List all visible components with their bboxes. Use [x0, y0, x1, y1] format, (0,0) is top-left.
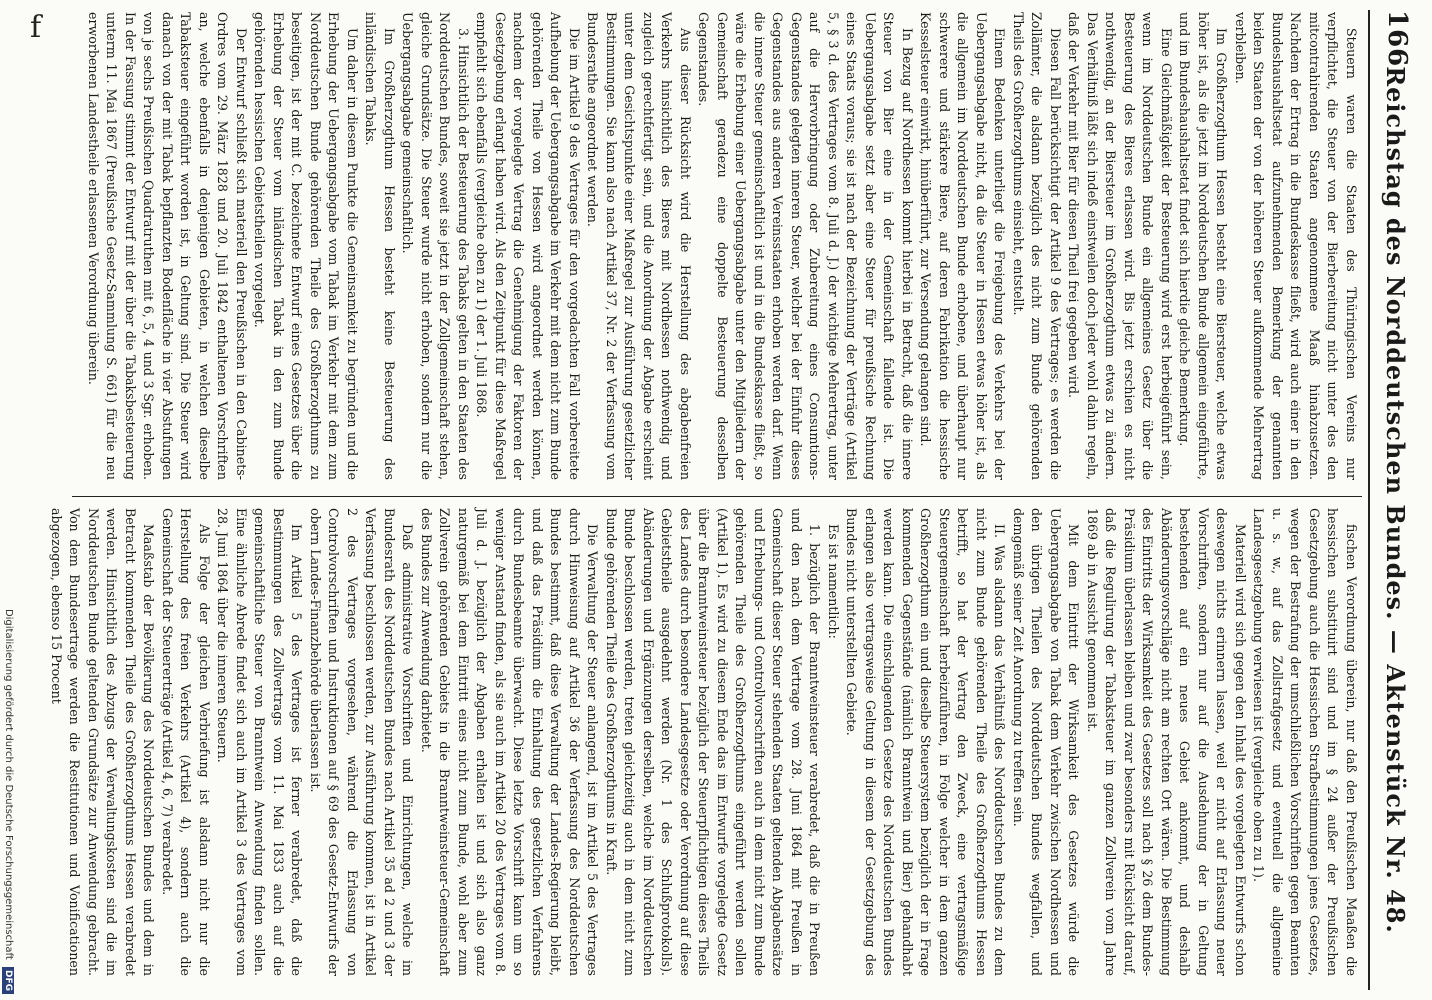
digitization-credit: [2, 0, 14, 1000]
paragraph: Die im Artikel 9 des Vertrages für den vorgedachten Fall vorbereitete Aufhebung der Uebergangsabgabe im Verkehr mit dem nicht zum Bunde gehörenden Theile von Hessen wird angeordnet werden können, nachdem der vorgelegte Vertrag die Genehmigung der Faktoren der Gesetzgebung erlangt haben wird. Als den Zeitpunkt für diese Maßregel empfiehlt sich ebenfalls (vergleiche oben zu 1) der 1. Juli 1868.: [474, 12, 582, 480]
paragraph: Die Verwaltung der Steuer anlangend, ist im Artikel 5 des Vertrages durch Hinweisung auf Artikel 36 der Verfassung des Norddeutschen Bundes bestimmt, daß diese Verwaltung der Landes-Regierung bleibt, und daß das Präsidium die Einhaltung des gesetzlichen Verfahrens durch Bundesbeamte überwacht. Diese letzte Vorschrift kann um so weniger Anstand finden, als sie auch im Artikel 20 des Vertrages vom 8. Juli d. J. bezüglich der Abgaben erhalten ist und sich also ganz naturgemäß bei dem Eintritt eines nicht zum Bunde, wohl aber zum Zollverein gehörenden Gebiets in die Branntweinsteuer-Gemeinschaft des Bundes zur Anwendung darbietet.: [419, 508, 601, 976]
paragraph: Aus dieser Rücksicht wird die Herstellung des abgabenfreien Verkehrs hinsichtlich des Bieres mit Nordhessen nothwendig und zugleich gerechtfertigt sein, und die Anordnung der Abgabe erscheint unter dem Gesichtspunkte einer Maßregel zur Ausführung gesetzlicher Bestimmungen. Sie kann also nach Artikel 37, Nr. 2 der Verfassung vom Bundesrathe angeordnet werden.: [585, 12, 693, 480]
paragraph: Mit dem Eintritt der Wirksamkeit des Gesetzes würde die Uebergangsabgabe von Tabak dem Verkehr zwischen Nordhessen und den übrigen Theilen des Norddeutschen Bundes wegfallen, und demgemäß seiner Zeit Anordnung zu treffen sein.: [1011, 508, 1082, 976]
paragraph: Materiell wird sich gegen den Inhalt des vorgelegten Entwurfs schon deswegen nichts erinnern lassen, weil er nicht auf Erlassung neuer Vorschriften, sondern nur auf die Ausdehnung der in Geltung bestehenden auf ein neues Gebiet ankommt, und deshalb Abänderungsvorschläge nicht am rechten Ort wären. Die Bestimmung des Eintritts der Wirksamkeit des Gesetzes soll nach § 26 dem Bundes-Präsidium überlassen bleiben und zwar besonders mit Rücksicht darauf, daß die Regulirung der Tabaksteuer im ganzen Zollverein vom Jahre 1869 ab in Aussicht genommen ist.: [1085, 508, 1248, 976]
paragraph: Im Artikel 5 des Vertrages ist ferner verabredet, daß die Bestimmungen des Zollvertrags vom 11. Mai 1833 auch auf die gemeinschaftliche Steuer von Branntwein Anwendung finden sollen. Eine ähnliche Abrede findet sich auch im Artikel 3 des Vertrages vom 28. Juni 1864 über die inneren Steuern.: [215, 508, 305, 976]
dfg-logo: DFG: [2, 967, 14, 994]
handwritten-mark: f: [30, 10, 42, 45]
paragraph: Der Entwurf schließt sich materiell den Preußischen in den Cabinets-Ordres vom 29. März 1828 und 20. Juli 1842 enthaltenen Vorschriften an, welche ebenfalls in denjenigen Gebieten, in welchen dieselbe Tabaksteuer eingeführt worden ist, in Geltung sind. Die Steuer wird danach von der mit Tabak bepflanzten Bodenfläche in vier Abstufungen von je sechs Preußischen Quadratruthen mit 6, 5, 4 und 3 Sgr. erhoben. In der Fassung stimmt der Entwurf mit der über die Tabaksbesteuerung unterm 11. Mai 1867 (Preußische Gesetz-Sammlung S. 661) für die neu erworbenen Landestheile erlassenen Verordnung überein.: [86, 12, 249, 480]
digitization-note: Digitalisierung gefördert durch die Deutsche Forschungsgemeinschaft: [3, 608, 14, 960]
page-header: [1368, 0, 1432, 1000]
left-column: [80, 12, 1360, 480]
paragraph: Daß administrative Vorschriften und Einrichtungen, welche im Bundesrath des Norddeutschen Bundes nach Artikel 35 ad 2 und 3 der Verfassung beschlossen werden, zur Ausführung kommen, ist in Artikel 2 des Vertrages vorgesehen, während die Erlassung von Controlvorschriften und Instruktionen auf § 69 des Gesetz-Entwurfs der obern Landes-Finanzbehörde überlassen ist.: [308, 508, 416, 976]
paragraph: In Bezug auf Nordhessen kommt hierbei in Betracht, daß die innere Steuer von Bier eine in der Gemeinschaft fallende ist. Die Uebergangsabgabe setzt aber eine Steuer für preußische Rechnung eines Staats voraus; sie ist nach der Bezeichnung der Verträge (Artikel 5, § 3 d. des Vertrages vom 8. Juli d. J.) der wichtige Mehrertrag, unter auf die Hervorbringung oder Zubereitung eines Consumtions-Gegenstandes gelegten inneren Steuer, welcher bei der Einfuhr dieses Gegenstandes aus anderen Vereinsstaaten erhoben werden darf. Wenn die innere Steuer gemeinschaftlich ist und in die Bundeskasse fließt, so wäre die Erhebung einer Uebergangsabgabe unter den Mitgliedern der Gemeinschaft geradezu eine doppelte Besteuerung desselben Gegenstandes.: [696, 12, 915, 480]
page-number: 166: [1382, 10, 1412, 68]
paragraph: Diesen Fall berücksichtigt der Artikel 9 des Vertrages; es werden die Zollämter, die alsdann bezüglich des nicht zum Bunde gehörenden Theils des Großherzogthums einsieht, entstellt.: [1011, 12, 1063, 480]
paragraph: fischen Verordnung überein, nur daß den Preußischen Maaßen die hessischen substituirt sind und im § 24 außer der Preußischen Gesetzgebung auch die Hessischen Strafbestimmungen jenes Gesetzes, wegen der Bestrafung der umschließlichen Vorschriften gegen Beamten u. s. w., auf das Zollstrafgesetz und eventuell die allgemeine Landesgesetzgebung verwiesen ist (vergleiche oben zu 1).: [1251, 508, 1359, 976]
paragraph: Eine Gleichmäßigkeit der Besteuerung wird erst herbeigeführt sein, wenn im Norddeutschen Bunde ein allgemeines Gesetz über die Besteuerung des Bieres erlassen wird. Bis jetzt erschien es nicht nothwendig, an der Biersteuer im Großherzogthum etwas zu ändern. Das Verhältniß läßt sich indeß einstweilen doch jeder wohl dahin regeln, daß der Verkehr mit Bier für diesen Theil frei gegeben wird.: [1066, 12, 1174, 480]
paragraph: Um daher in diesem Punkte die Gemeinsamkeit zu begründen und die Erhebung der Uebergangsabgabe vom Tabak im Verkehr mit dem zum Norddeutschen Bunde gehörenden Theile des Großherzogthums zu beseitigen, ist der mit C. bezeichnete Entwurf eines Gesetzes über die Erhebung der Steuer vom inländischen Tabak in den zum Bunde gehörenden hessischen Gebietstheilen vorgelegt.: [252, 12, 360, 480]
paragraph: Es ist namentlich:: [826, 524, 841, 639]
paragraph: Im Großherzogthum Hessen besteht keine Besteuerung des inländischen Tabaks.: [363, 12, 397, 480]
paragraph: Maaßstab der Bevölkerung des Norddeutschen Bundes und dem in Betracht kommenden Theile des Großherzogthums Hessen verabredet werden. Hinsichtlich des Abzugs der Verwaltungskosten sind die im Norddeutschen Bunde geltenden Grundsätze zur Anwendung gebracht. Von dem Bundesertrage werden die Restitutionen und Vonificationen abgezogen, ebenso 15 Procent: [49, 508, 157, 976]
paragraph: 3. Hinsichtlich der Besteuerung des Tabaks gelten in den Staaten des Norddeutschen Bundes, soweit sie jetzt in der Zollgemeinschaft stehen, gleiche Grundsätze. Die Steuer wurde nicht erhoben, sondern nur die Uebergangsabgabe gemeinschaftlich.: [400, 12, 471, 480]
paragraph: Im Großherzogthum Hessen besteht eine Biersteuer, welche etwas höher ist, als die jetzt im Norddeutschen Bunde allgemein eingeführte, und im Bundeshaushaltsetat findet sich hierdie gleiche Bemerkung.: [1177, 12, 1230, 480]
paragraph: Einem Bedenken unterliegt die Freigebung des Verkehrs bei der Uebergangsabgabe nicht, da die Steuer in Hessen etwas höher ist, als die allgemein im Norddeutschen Bunde erhobene, und überhaupt nur schwerere und stärkere Biere, auf deren Fabrikation die hessische Kesselsteuer einwirkt, hinüberführt, zur Versendung gelangen sind.: [918, 12, 1008, 480]
paragraph: Als Folge der gleichen Verbriefung ist alsdann nicht nur die Herstellung des freien Verkehrs (Artikel 4), sondern auch die Gemeinschaft der Steuererträge (Artikel 4, 6, 7) verabredet.: [160, 508, 212, 976]
paragraph: 1. bezüglich der Branntweinsteuer verabredet, daß die in Preußen und den nach dem Vertrage vom 28. Juni 1864 mit Preußen in Gemeinschaft dieser Steuer stehenden Staaten geltenden Abgabensätze und Erhebungs- und Controllvorschriften auch in dem nicht zum Bunde gehörenden Theile des Großherzogthums eingeführt werden sollen (Artikel 1). Es wird zu diesem Ende das im Entwurfe vorgelegte Gesetz über die Branntweinsteuer bezüglich der Steuerpflichtigen dieses Theils des Landes durch besondere Landesgesetze oder Verordnung auf diese Gebietstheile ausgedehnt werden (Nr. 1 des Schlußprotokolls). Abänderungen und Ergänzungen derselben, welche im Norddeutschen Bunde beschlossen werden, treten gleichzeitig auch in dem nicht zum Bunde gehörenden Theile des Großherzogthums in Kraft.: [604, 508, 823, 976]
running-title: Reichstag des Norddeutschen Bundes. — Aktenstück Nr. 48.: [1381, 66, 1410, 934]
paragraph: II. Was alsdann das Verhältniß des Norddeutschen Bundes zu dem nicht zum Bunde gehörenden Theile des Großherzogthums Hessen betrifft, so hat der Vertrag den Zweck, eine vertragsmäßige Steuergemeinschaft herbeizuführen, in Folge welcher in dem ganzen Großherzogthum ein und dieselbe Steuersystem bezüglich der in Frage kommenden Gegenstände (nämlich Branntwein und Bier) gehandhabt werden kann. Die einschlagenden Gesetze des Norddeutschen Bundes erlangen also vertragsweise Geltung in diesem der Gesetzgebung des Bundes nicht unterstellten Gebiete.: [844, 508, 1008, 976]
header-rule: [1368, 10, 1370, 990]
right-column: [49, 508, 1360, 976]
paragraph: Steuern waren die Staaten des Thüringischen Vereins nur verpflichtet, die Steuer von der Bierbereitung nicht unter des den mitcontrahirenden Staaten angenommene Maaß hinabzusetzen. Nachdem der Ertrag in die Bundeskasse fließt, wird auch einer in den Bundeshaushaltsetat aufzunehmenden Bemerkung der genannten beiden Staaten der von der höheren Steuer aufkommende Mehrertrag verbleiben.: [1233, 12, 1359, 480]
column-divider: [72, 496, 1362, 497]
